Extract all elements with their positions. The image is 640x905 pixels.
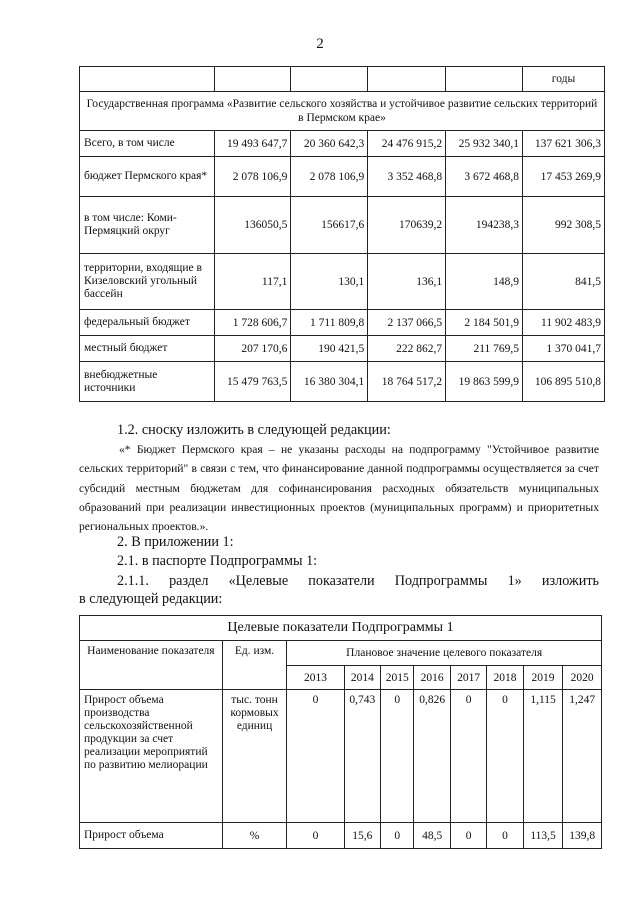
cell-value: 25 932 340,1 xyxy=(446,131,523,157)
cell-value: 211 769,5 xyxy=(446,336,523,362)
year-header: 2020 xyxy=(563,666,602,690)
cell-value: 136,1 xyxy=(368,254,446,310)
cell-value: 1 728 606,7 xyxy=(215,310,291,336)
cell-value: 0 xyxy=(287,823,344,849)
indicator-unit: тыс. тонн кормовых единиц xyxy=(222,690,287,823)
table-row xyxy=(80,362,605,402)
cell-value: 18 764 517,2 xyxy=(368,362,446,402)
header-years: годы xyxy=(523,67,605,92)
targets-title: Целевые показатели Подпрограммы 1 xyxy=(80,616,602,641)
cell-value: 2 078 106,9 xyxy=(215,157,291,197)
year-header: 2019 xyxy=(523,666,563,690)
table-row xyxy=(80,690,602,823)
cell-value: 1 711 809,8 xyxy=(291,310,368,336)
cell-value: 3 672 468,8 xyxy=(446,157,523,197)
cell-value: 207 170,6 xyxy=(215,336,291,362)
year-header: 2018 xyxy=(487,666,523,690)
row-label: внебюджетные источники xyxy=(80,362,215,402)
table-row xyxy=(80,823,602,849)
cell-value: 170639,2 xyxy=(368,197,446,254)
cell-value: 156617,6 xyxy=(291,197,368,254)
row-label: Всего, в том числе xyxy=(80,131,215,157)
cell-value: 130,1 xyxy=(291,254,368,310)
cell-value: 1,247 xyxy=(563,690,602,823)
table-row xyxy=(80,197,605,254)
cell-value: 148,9 xyxy=(446,254,523,310)
cell-value: 15,6 xyxy=(344,823,380,849)
cell-value: 3 352 468,8 xyxy=(368,157,446,197)
indicator-name: Прирост объема производства сельскохозяйственной продукции за счет реализации мероприятий по развитию мелиорации xyxy=(80,690,223,823)
cell-value: 0,743 xyxy=(344,690,380,823)
cell-value: 841,5 xyxy=(523,254,605,310)
cell-value: 1 370 041,7 xyxy=(523,336,605,362)
cell-value: 137 621 306,3 xyxy=(523,131,605,157)
title-row xyxy=(80,616,602,641)
item-1-2: 1.2. сноску изложить в следующей редакции: xyxy=(117,422,391,438)
row-label: территории, входящие в Кизеловский угольный бассейн xyxy=(80,254,215,310)
cell-value: 0 xyxy=(381,823,414,849)
item-2-1: 2.1. в паспорте Подпрограммы 1: xyxy=(117,553,318,569)
cell-value: 20 360 642,3 xyxy=(291,131,368,157)
year-header: 2013 xyxy=(287,666,344,690)
budget-table xyxy=(79,66,605,402)
col-name-header: Наименование показателя xyxy=(80,641,223,690)
program-row xyxy=(80,92,605,131)
cell-value: 2 078 106,9 xyxy=(291,157,368,197)
cell-value: 136050,5 xyxy=(215,197,291,254)
targets-table xyxy=(79,615,602,849)
page-number: 2 xyxy=(316,36,324,52)
indicator-unit: % xyxy=(222,823,287,849)
cell-value: 0 xyxy=(450,823,486,849)
cell-value: 16 380 304,1 xyxy=(291,362,368,402)
quote-text: «* Бюджет Пермского края – не указаны расходы на подпрограмму "Устойчивое развитие сельских территорий" в связи с тем, что финансирование данной подпрограммы осуществляется за счет субсидий местным бюджетам для софинансирования расходных обязательств муниципальных образований при реализации инвестиционных проектов (муниципальных программ) и приоритетных региональных проектов.». xyxy=(79,443,599,534)
row-label: федеральный бюджет xyxy=(80,310,215,336)
cell-value: 113,5 xyxy=(523,823,563,849)
header-row xyxy=(80,641,602,666)
cell-value: 0 xyxy=(381,690,414,823)
cell-value: 11 902 483,9 xyxy=(523,310,605,336)
cell-value: 15 479 763,5 xyxy=(215,362,291,402)
cell-value: 0 xyxy=(287,690,344,823)
year-header: 2016 xyxy=(414,666,450,690)
cell-value: 24 476 915,2 xyxy=(368,131,446,157)
program-title: Государственная программа «Развитие сельского хозяйства и устойчивое развитие сельских территорий в Пермском крае» xyxy=(80,92,605,131)
header-row xyxy=(80,67,605,92)
cell-value: 194238,3 xyxy=(446,197,523,254)
indicator-name: Прирост объема xyxy=(80,823,223,849)
table-row xyxy=(80,157,605,197)
cell-value: 19 493 647,7 xyxy=(215,131,291,157)
cell-value: 48,5 xyxy=(414,823,450,849)
item-2-1-1-continued: в следующей редакции: xyxy=(79,591,223,607)
col-plan-header: Плановое значение целевого показателя xyxy=(287,641,602,666)
table-row xyxy=(80,254,605,310)
cell-value: 0 xyxy=(450,690,486,823)
cell-value: 992 308,5 xyxy=(523,197,605,254)
table-row xyxy=(80,131,605,157)
row-label: местный бюджет xyxy=(80,336,215,362)
cell-value: 0 xyxy=(487,823,523,849)
col-unit-header: Ед. изм. xyxy=(222,641,287,690)
row-label: бюджет Пермского края* xyxy=(80,157,215,197)
cell-value: 0,826 xyxy=(414,690,450,823)
year-header: 2014 xyxy=(344,666,380,690)
table-row xyxy=(80,310,605,336)
cell-value: 106 895 510,8 xyxy=(523,362,605,402)
year-header: 2015 xyxy=(381,666,414,690)
item-2: 2. В приложении 1: xyxy=(117,534,234,550)
cell-value: 17 453 269,9 xyxy=(523,157,605,197)
cell-value: 19 863 599,9 xyxy=(446,362,523,402)
cell-value: 190 421,5 xyxy=(291,336,368,362)
cell-value: 139,8 xyxy=(563,823,602,849)
footnote-quote xyxy=(79,440,599,536)
cell-value: 222 862,7 xyxy=(368,336,446,362)
cell-value: 117,1 xyxy=(215,254,291,310)
table-row xyxy=(80,336,605,362)
cell-value: 0 xyxy=(487,690,523,823)
row-label: в том числе: Коми-Пермяцкий округ xyxy=(80,197,215,254)
item-2-1-1: 2.1.1. раздел «Целевые показатели Подпрограммы 1» изложить xyxy=(117,573,599,589)
cell-value: 2 137 066,5 xyxy=(368,310,446,336)
year-header: 2017 xyxy=(450,666,486,690)
cell-value: 1,115 xyxy=(523,690,563,823)
cell-value: 2 184 501,9 xyxy=(446,310,523,336)
